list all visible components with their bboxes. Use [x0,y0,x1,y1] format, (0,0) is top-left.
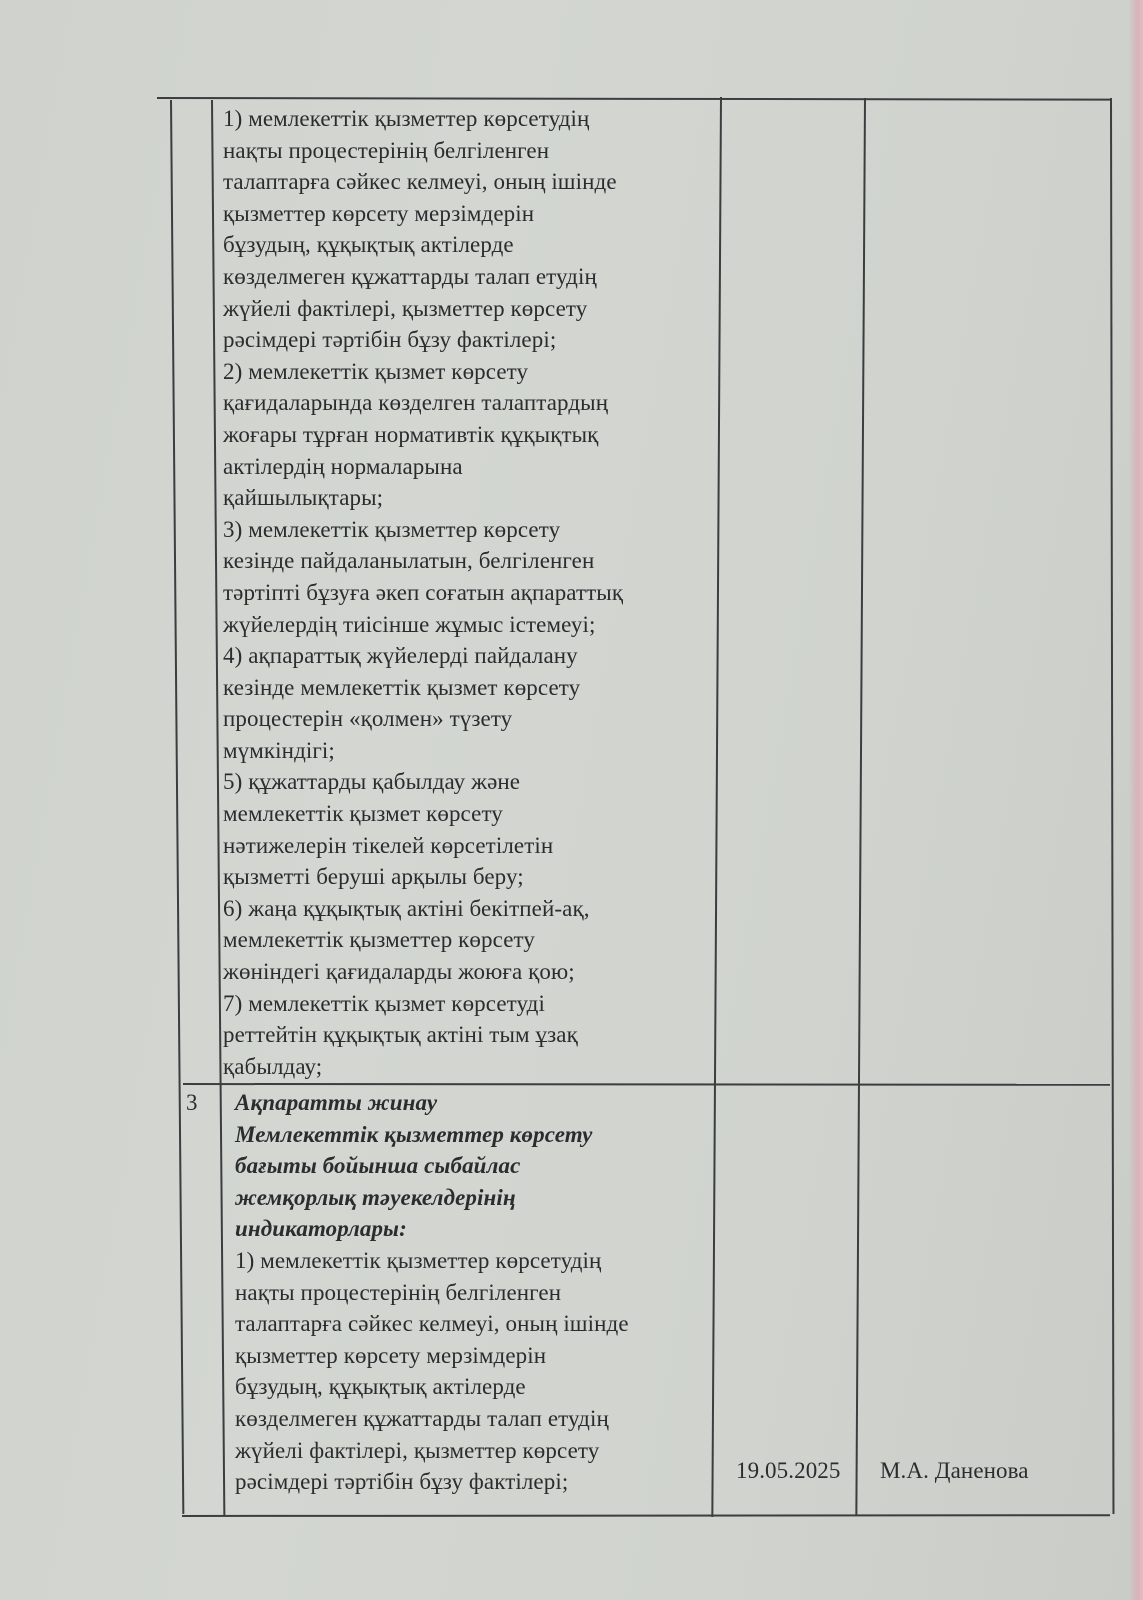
row-1-text-line: қағидаларында көзделген талаптардың [223,390,609,416]
row-1-text-line: мемлекеттік қызметтер көрсету [223,927,535,953]
row-1-text-line: кезінде мемлекеттік қызмет көрсету [223,674,581,700]
row-1-text-line: 7) мемлекеттік қызмет көрсетуді [223,990,545,1016]
row-1-text-line: 1) мемлекеттік қызметтер көрсетудің [223,106,590,131]
row-2-text-line: жүйелі фактілері, қызметтер көрсету [235,1437,600,1463]
row-2-text-line: бұзудың, құқықтық актілерде [235,1374,526,1400]
table-divider-date [711,97,721,1517]
row-1-text-line: қайшылықтары; [223,485,384,511]
row-1-text-line: актілердің нормаларына [223,453,463,479]
row-2-number: 3 [186,1090,198,1115]
row-1-text-line: 2) мемлекеттік қызмет көрсету [223,358,529,384]
row-1-text-line: нақты процестерінің белгіленген [223,137,550,163]
row-1-text-line: рәсімдері тәртібін бұзу фактілері; [223,327,557,353]
row-1-text-line: процестерін «қолмен» түзету [223,706,513,732]
table-border-bottom [182,1514,1110,1516]
row-1-text-line: талаптарға сәйкес келмеуі, оның ішінде [223,169,617,195]
row-2-person: М.А. Даненова [880,1458,1029,1483]
row-1-text-line: мемлекеттік қызмет көрсету [223,801,503,827]
row-1-text-line: көзделмеген құжаттарды талап етудің [223,263,597,289]
row-2-text-line: талаптарға сәйкес келмеуі, оның ішінде [235,1311,629,1337]
row-1-text-line: 4) ақпараттық жүйелерді пайдалану [223,643,578,669]
table-border-right [1110,98,1114,1514]
row-1-text-line: 6) жаңа құқықтық актіні бекітпей-ақ, [223,895,590,921]
row-1-text-line: 3) мемлекеттік қызметтер көрсету [223,516,561,542]
row-2-heading-line: бағыты бойынша сыбайлас [235,1153,521,1179]
table-border-left [170,100,184,1514]
row-2-text-line: нақты процестерінің белгіленген [235,1279,562,1305]
row-2-text-line: 1) мемлекеттік қызметтер көрсетудің [235,1247,602,1273]
row-1-text-line: мүмкіндігі; [223,737,335,763]
row-1-text-line: жөніндегі қағидаларды жоюға қою; [223,959,575,985]
row-1-text-line: 5) құжаттарды қабылдау және [223,769,521,795]
row-2-content [235,1087,629,1498]
row-1-text-line: қызметтер көрсету мерзімдерін [223,200,535,226]
row-1-text-line: жүйелі фактілері, қызметтер көрсету [223,295,588,321]
row-2-text-line: қызметтер көрсету мерзімдерін [235,1342,547,1368]
row-1-text-line: бұзудың, құқықтық актілерде [223,232,514,258]
row-2-date: 19.05.2025 [736,1458,841,1483]
row-1-text-line: нәтижелерін тікелей көрсетілетін [223,832,554,858]
row-1-text-line: кезінде пайдаланылатын, белгіленген [223,548,595,574]
row-2-heading-line: индикаторлары: [235,1216,407,1242]
row-2-heading-line: Мемлекеттік қызметтер көрсету [235,1121,593,1147]
row-1-text-line: реттейтін құқықтық актіні тым ұзақ [223,1022,578,1048]
row-2-text-line: рәсімдері тәртібін бұзу фактілері; [235,1469,569,1495]
row-1-text-line: тәртіпті бұзуға әкеп соғатын ақпараттық [223,579,624,605]
row-1-text-line: жүйелердің тиісінше жұмыс істемеуі; [223,611,596,637]
table-divider-person [855,98,865,1516]
row-2-heading-line: жемқорлық тәуекелдерінің [235,1184,516,1210]
row-2-heading-line: Ақпаратты жинау [235,1090,438,1115]
row-1-content [223,103,623,1082]
row-1-text-line: жоғары тұрған нормативтік құқықтық [223,421,599,447]
row-2-text-line: көзделмеген құжаттарды талап етудің [235,1405,609,1431]
table-border-top [157,97,1110,100]
row-1-text-line: қызметті беруші арқылы беру; [223,864,524,890]
row-1-text-line: қабылдау; [223,1053,323,1079]
row-divider [183,1083,1110,1085]
